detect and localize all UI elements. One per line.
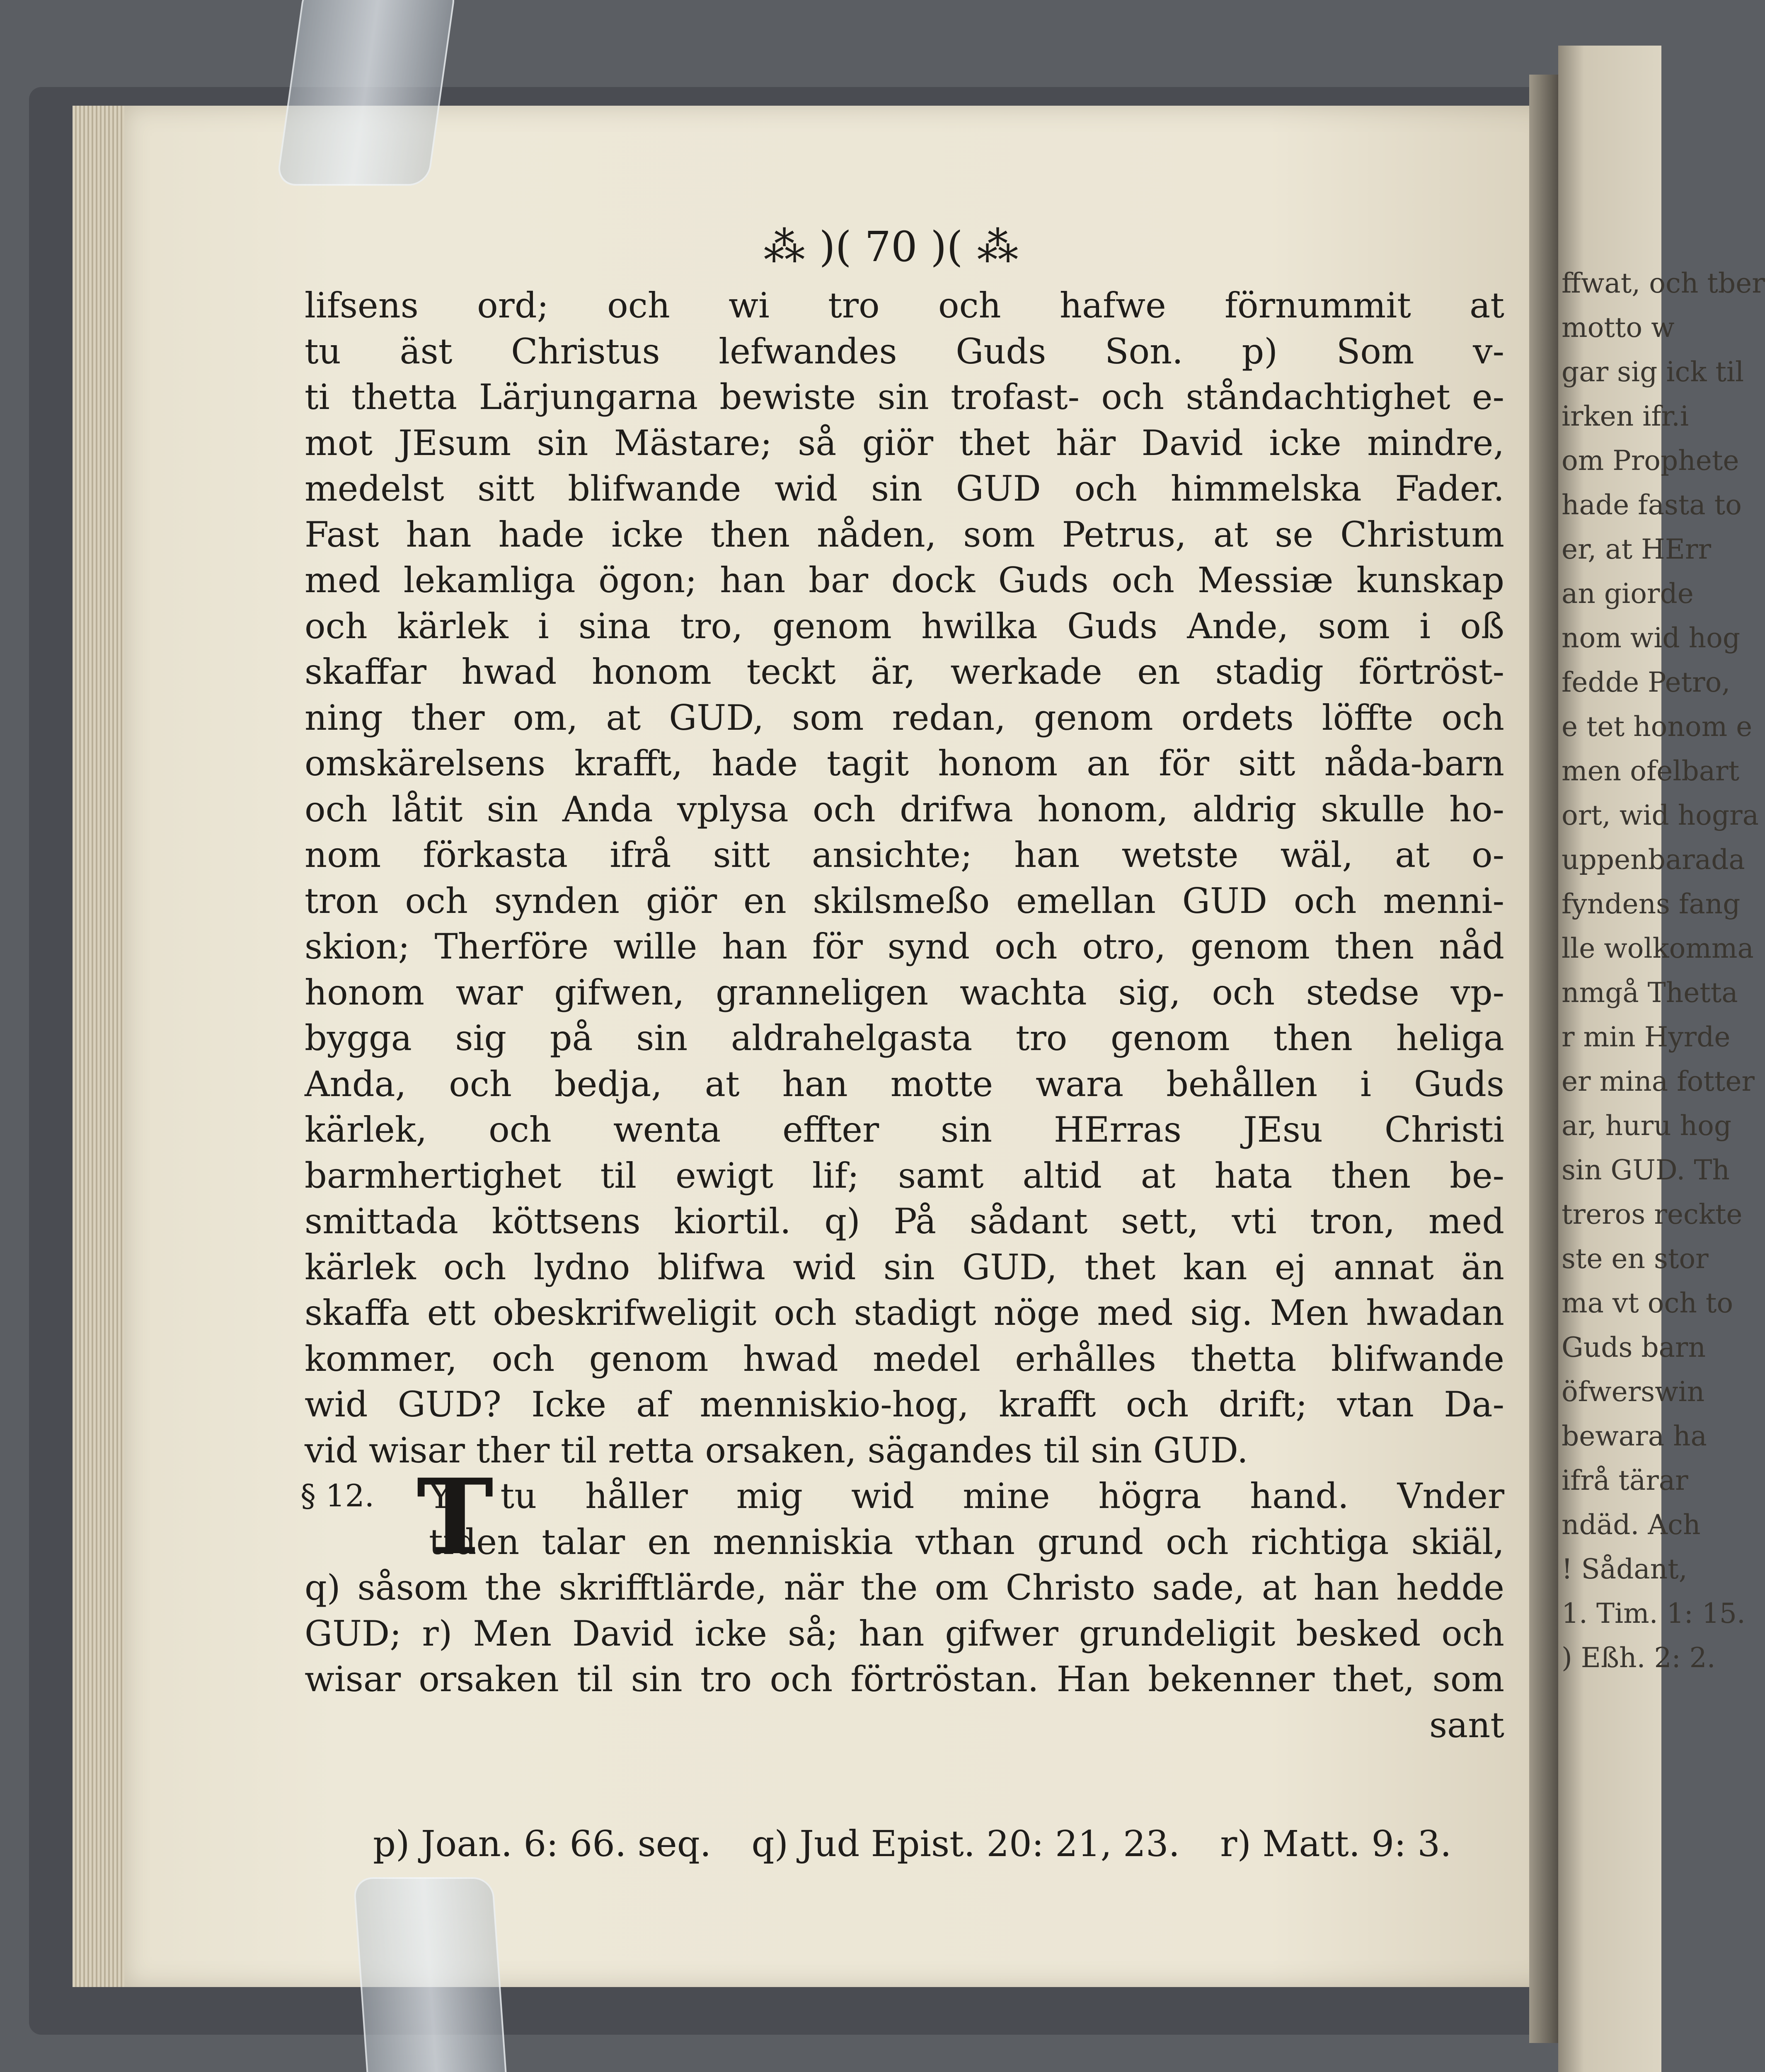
page-clip-top xyxy=(276,0,457,186)
facing-line: ma vt och to xyxy=(1562,1287,1734,1319)
facing-line: er mina fotter xyxy=(1562,1065,1755,1097)
footnote: p) Joan. 6: 66. seq. xyxy=(373,1823,712,1865)
page-edges xyxy=(73,106,131,1987)
text-line: nom förkasta ifrå sitt ansichte; han wetste wäl, at o- xyxy=(305,835,1504,875)
section-first-line-text: Y tu håller mig wid mine högra hand. Vnder xyxy=(429,1476,1504,1516)
facing-line: hade fasta to xyxy=(1562,489,1742,521)
page-header xyxy=(705,218,1077,276)
footnotes xyxy=(373,1821,1452,1867)
catchword: sant xyxy=(1429,1704,1504,1745)
text-line: kommer, och genom hwad medel erhålles thetta blifwande xyxy=(305,1338,1504,1379)
facing-line: nom wid hog xyxy=(1562,622,1741,654)
facing-line: e tet honom e xyxy=(1562,711,1753,743)
text-line: bygga sig på sin aldrahelgasta tro genom then heliga xyxy=(305,1018,1504,1058)
facing-line: ort, wid hogra xyxy=(1562,799,1759,831)
facing-line: lle wolkomma xyxy=(1562,932,1754,964)
facing-line: nmgå Thetta xyxy=(1562,977,1738,1009)
facing-line: ifrå tärar xyxy=(1562,1464,1688,1496)
footnote: q) Jud Epist. 20: 21, 23. xyxy=(751,1823,1180,1865)
facing-line: ar, huru hog xyxy=(1562,1110,1732,1142)
facing-line: Guds barn xyxy=(1562,1331,1706,1363)
text-line: Fast han hade icke then nåden, som Petrus, at se Christum xyxy=(305,514,1504,555)
facing-page-text xyxy=(1562,261,1765,1680)
facing-line: men ofelbart xyxy=(1562,755,1740,787)
page-clip-bottom xyxy=(353,1877,508,2072)
drop-cap: T xyxy=(416,1456,494,1578)
text-line: medelst sitt blifwande wid sin GUD och himmelska Fader. xyxy=(305,468,1504,509)
section-line: q) såsom the skrifftlärde, när the om Christo sade, at han hedde xyxy=(305,1567,1504,1608)
text-line: honom war gifwen, granneligen wachta sig, och stedse vp- xyxy=(305,972,1504,1013)
facing-line: sin GUD. Th xyxy=(1562,1154,1730,1186)
facing-line: om Prophete xyxy=(1562,445,1739,477)
text-line: omskärelsens krafft, hade tagit honom an för sitt nåda-barn xyxy=(305,743,1504,784)
text-line: och kärlek i sina tro, genom hwilka Guds Ande, som i oß xyxy=(305,605,1504,646)
text-line: ti thetta Lärjungarna bewiste sin trofast- och ståndachtighet e- xyxy=(305,377,1504,417)
facing-line: an giorde xyxy=(1562,578,1694,610)
text-line: och låtit sin Anda vplysa och drifwa honom, aldrig skulle ho- xyxy=(305,789,1504,830)
text-line: skaffa ett obeskrifweligit och stadigt nöge med sig. Men hwadan xyxy=(305,1293,1504,1333)
facing-line: fyndens fang xyxy=(1562,888,1741,920)
facing-line: ffwat, och tber xyxy=(1562,267,1765,299)
section-label: § 12. xyxy=(300,1478,375,1514)
text-line: smittada köttsens kiortil. q) På sådant sett, vti tron, med xyxy=(305,1201,1504,1242)
facing-line: motto w xyxy=(1562,312,1675,344)
facing-line: ste en stor xyxy=(1562,1243,1709,1275)
facing-line: ndäd. Ach xyxy=(1562,1509,1701,1541)
facing-line: uppenbarada xyxy=(1562,844,1745,876)
text-line: kärlek, och wenta effter sin HErras JEsu Christi xyxy=(305,1109,1504,1150)
text-line: skion; Therföre wille han för synd och otro, genom then nåd xyxy=(305,926,1504,967)
facing-line: 1. Tim. 1: 15. xyxy=(1562,1598,1746,1629)
section-line: tiden talar en menniskia vthan grund och richtiga skiäl, xyxy=(429,1521,1504,1562)
facing-line: gar sig ick til xyxy=(1562,356,1744,388)
facing-line: ! Sådant, xyxy=(1562,1553,1688,1585)
text-line: kärlek och lydno blifwa wid sin GUD, thet kan ej annat än xyxy=(305,1247,1504,1288)
text-line: wid GUD? Icke af menniskio-hog, krafft och drift; vtan Da- xyxy=(305,1384,1504,1425)
ornament-left: ⁂ xyxy=(763,222,805,271)
ornament-right: ⁂ xyxy=(977,222,1019,271)
facing-line: bewara ha xyxy=(1562,1420,1707,1452)
text-line: barmhertighet til ewigt lif; samt altid at hata then be- xyxy=(305,1155,1504,1196)
text-line: mot JEsum sin Mästare; så giör thet här David icke mindre, xyxy=(305,422,1504,463)
text-line: tron och synden giör en skilsmeßo emellan GUD och menni- xyxy=(305,880,1504,921)
text-line: ning ther om, at GUD, som redan, genom ordets löffte och xyxy=(305,697,1504,738)
facing-line: treros reckte xyxy=(1562,1198,1743,1230)
page-number: )( 70 )( xyxy=(819,222,963,271)
facing-line: er, at HErr xyxy=(1562,533,1712,565)
facing-line: fedde Petro, xyxy=(1562,666,1731,698)
facing-page xyxy=(1558,46,1765,2072)
text-line: Anda, och bedja, at han motte wara behållen i Guds xyxy=(305,1063,1504,1104)
facing-line: irken ifr.i xyxy=(1562,400,1689,432)
section-line: GUD; r) Men David icke så; han gifwer grundeligit besked och xyxy=(305,1613,1504,1654)
facing-line: öfwerswin xyxy=(1562,1376,1705,1408)
text-line: lifsens ord; och wi tro och hafwe förnummit at xyxy=(305,285,1504,326)
section-line: wisar orsaken til sin tro och förtröstan. Han bekenner thet, som xyxy=(305,1659,1504,1699)
text-line: med lekamliga ögon; han bar dock Guds och Messiæ kunskap xyxy=(305,560,1504,600)
text-line: skaffar hwad honom teckt är, werkade en stadig förtröst- xyxy=(305,651,1504,692)
footnote: r) Matt. 9: 3. xyxy=(1220,1823,1452,1865)
facing-line: ) Eßh. 2: 2. xyxy=(1562,1642,1716,1674)
facing-line: r min Hyrde xyxy=(1562,1021,1731,1053)
text-line: tu äst Christus lefwandes Guds Son. p) Som v- xyxy=(305,331,1504,372)
body-text xyxy=(300,283,1504,1748)
text-line: vid wisar ther til retta orsaken, sägandes til sin GUD. xyxy=(305,1430,1248,1471)
